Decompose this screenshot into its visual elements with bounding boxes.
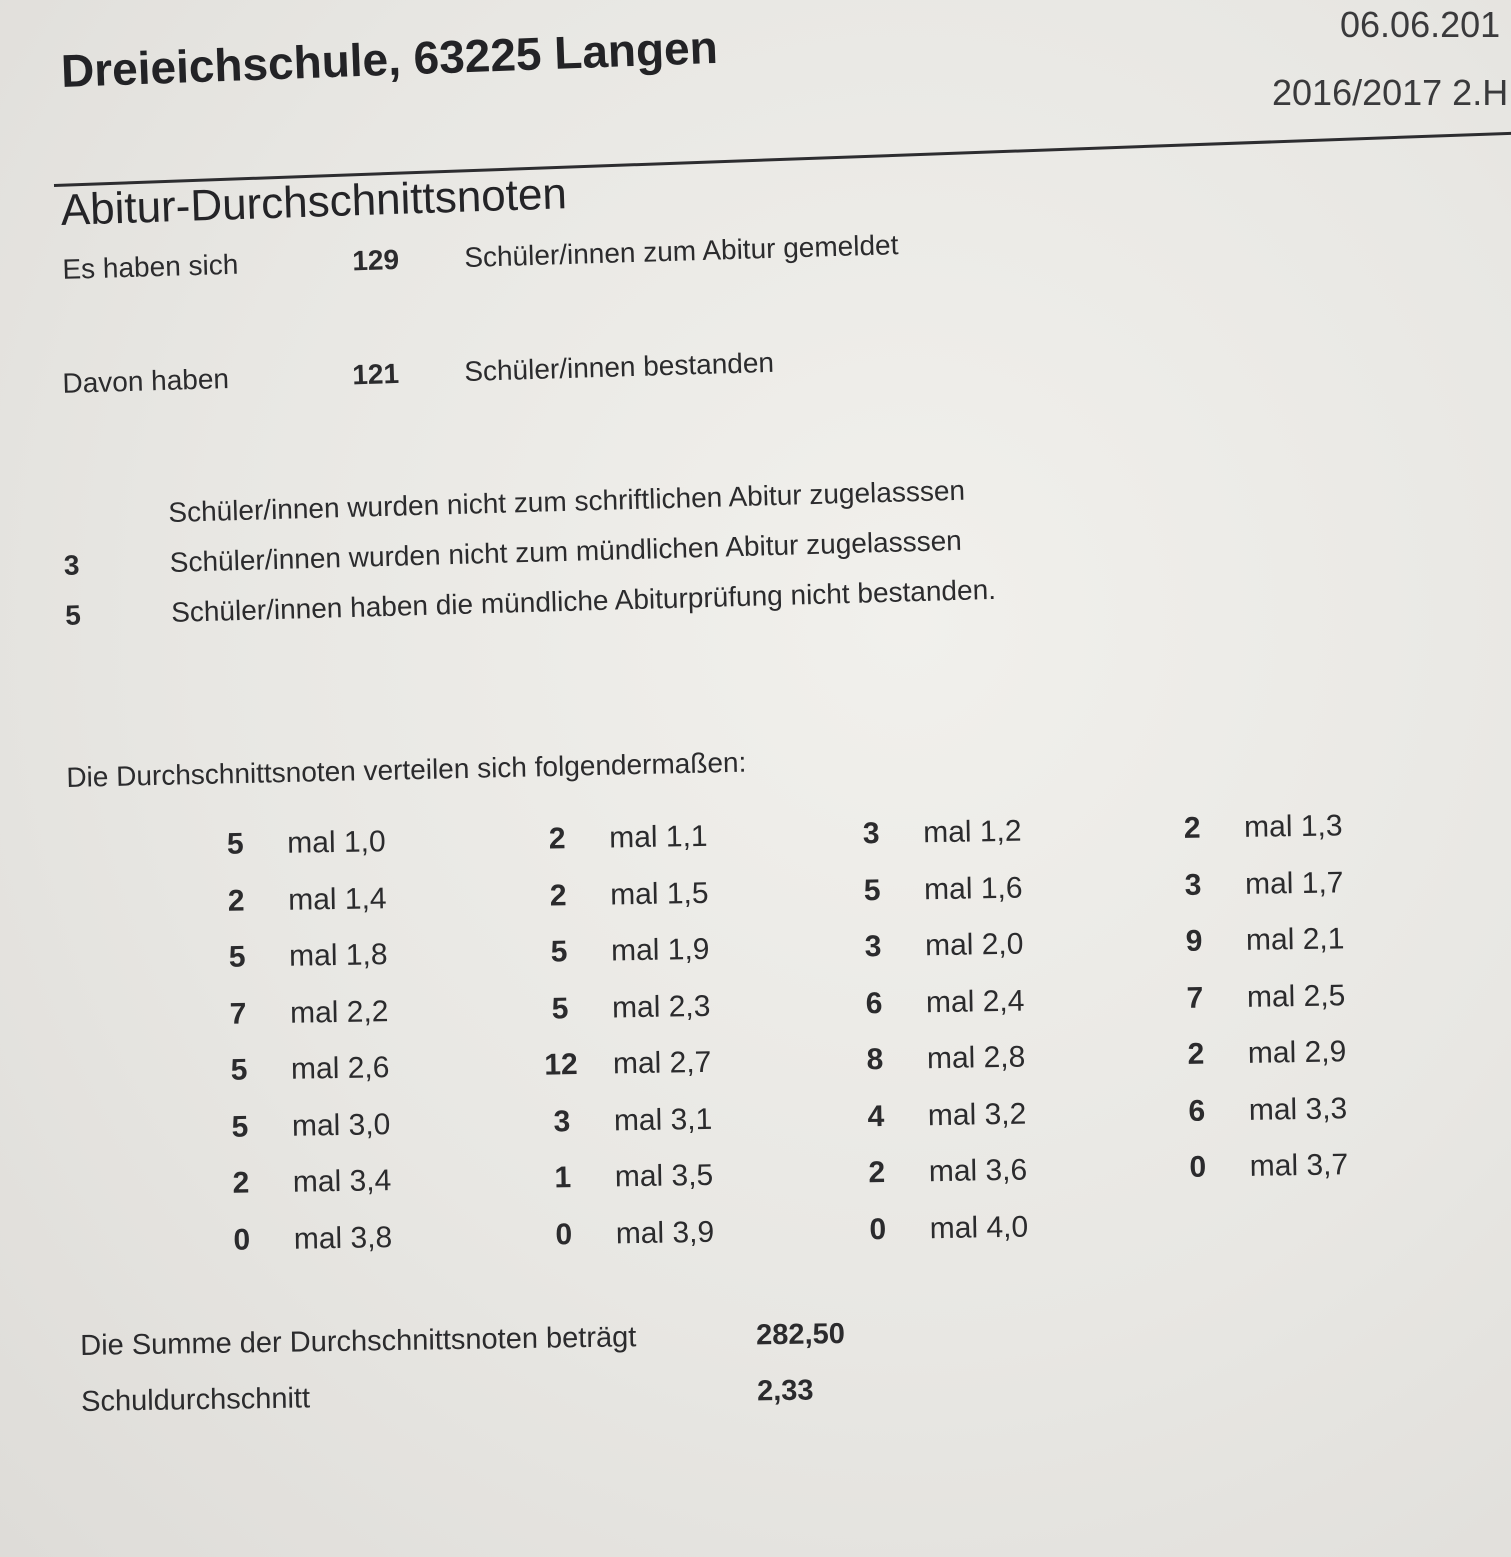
grade-label: mal 2,1: [1245, 922, 1345, 957]
grade-entry: [364, 1215, 715, 1261]
average-value: 2,33: [756, 1374, 814, 1408]
grade-entry: [41, 1164, 392, 1210]
grade-count: 2: [548, 822, 566, 856]
stat-text: Schüler/innen bestanden: [463, 346, 775, 388]
grade-entry: [359, 932, 710, 979]
stat-value: 129: [351, 243, 400, 277]
grade-count: 2: [1183, 811, 1201, 845]
grade-count: 6: [865, 986, 883, 1020]
grade-entry: [993, 865, 1344, 912]
grade-entry: [997, 1091, 1348, 1138]
grade-entry: [360, 989, 711, 1035]
grade-count: 8: [866, 1042, 884, 1077]
grade-label: mal 1,7: [1244, 865, 1344, 901]
grade-distribution-grid: [215, 808, 1422, 1268]
grade-count: 2: [549, 878, 567, 912]
grade-label: mal 1,3: [1243, 809, 1343, 844]
grade-entry: [36, 881, 387, 928]
grade-label: mal 3,0: [291, 1107, 391, 1143]
grade-entry: [358, 876, 709, 922]
note-count: 5: [64, 599, 82, 631]
grade-count: 0: [1189, 1150, 1207, 1184]
note-count: 3: [63, 549, 80, 581]
grade-entry: [998, 1148, 1349, 1194]
stat-label: Es haben sich: [61, 248, 239, 285]
grade-label: mal 2,5: [1246, 978, 1346, 1014]
sum-row: [80, 1316, 981, 1370]
grade-count: 2: [227, 884, 245, 918]
grade-label: mal 1,1: [608, 819, 708, 855]
stat-text: Schüler/innen zum Abitur gemeldet: [463, 229, 899, 274]
grade-entry: [996, 1035, 1347, 1081]
grade-label: mal 2,2: [289, 994, 389, 1030]
grade-entry: [357, 819, 708, 866]
grade-entry: [40, 1107, 391, 1153]
grade-label: mal 3,1: [613, 1102, 713, 1137]
grade-label: mal 3,6: [928, 1153, 1028, 1189]
grade-entry: [995, 978, 1346, 1025]
grade-count: 9: [1185, 924, 1203, 958]
grade-entry: [676, 1097, 1027, 1143]
grade-label: mal 3,8: [293, 1220, 393, 1256]
grade-entry: [674, 984, 1025, 1030]
grade-entry: [37, 938, 388, 984]
note-text: Schüler/innen wurden nicht zum mündlichen Abitur zugelasssen: [169, 524, 963, 578]
grade-entry: [42, 1220, 393, 1266]
grade-label: mal 1,2: [922, 814, 1022, 850]
grade-label: mal 3,3: [1248, 1091, 1348, 1127]
grade-label: mal 4,0: [929, 1210, 1029, 1245]
grade-count: 0: [869, 1212, 887, 1246]
school-year: 2016/2017 2.H: [1272, 72, 1509, 113]
summary: [78, 1316, 980, 1440]
grade-label: mal 1,8: [288, 938, 388, 973]
grade-label: mal 2,4: [925, 984, 1025, 1019]
grade-label: mal 3,4: [292, 1164, 392, 1199]
grade-count: 3: [864, 929, 882, 964]
stat-registered: [60, 224, 1061, 294]
grade-count: 1: [554, 1161, 572, 1195]
grade-entry: [362, 1102, 713, 1148]
grade-count: 12: [544, 1048, 578, 1082]
grade-entry: [39, 1051, 390, 1097]
distribution-intro: Die Durchschnittsnoten verteilen sich folgendermaßen:: [66, 746, 747, 793]
grade-entry: [994, 922, 1345, 968]
grade-label: mal 3,5: [614, 1158, 714, 1194]
grade-count: 6: [1188, 1094, 1206, 1128]
school-name: Dreieichschule, 63225 Langen: [60, 20, 719, 97]
grade-count: 5: [228, 940, 246, 974]
stat-label: Davon haben: [61, 362, 230, 399]
grade-count: 5: [230, 1053, 248, 1087]
grade-label: mal 2,0: [924, 927, 1024, 963]
note-text: Schüler/innen wurden nicht zum schriftlichen Abitur zugelasssen: [167, 474, 966, 528]
grade-entry: [675, 1040, 1026, 1086]
grade-label: mal 1,4: [287, 881, 387, 917]
grade-count: 2: [232, 1166, 250, 1200]
grade-label: mal 3,2: [927, 1097, 1027, 1132]
average-label: Schuldurchschnitt: [80, 1382, 311, 1418]
grade-count: 4: [867, 1099, 885, 1133]
grade-count: 2: [1187, 1037, 1205, 1071]
grade-label: mal 1,5: [609, 876, 709, 911]
grade-label: mal 2,7: [612, 1045, 712, 1081]
grade-count: 3: [862, 816, 880, 851]
sum-value: 282,50: [755, 1317, 846, 1352]
grade-label: mal 1,9: [610, 932, 710, 968]
grade-count: 3: [1184, 868, 1202, 902]
grade-label: mal 1,0: [286, 825, 386, 860]
grade-entry: [673, 927, 1024, 973]
sum-label: Die Summe der Durchschnittsnoten beträgt: [79, 1321, 637, 1362]
grade-count: 7: [229, 997, 247, 1031]
grade-count: 3: [553, 1104, 571, 1138]
grade-entry: [38, 994, 389, 1040]
grade-count: 5: [231, 1109, 249, 1144]
note-text: Schüler/innen haben die mündliche Abiturprüfung nicht bestanden.: [170, 573, 997, 628]
grade-label: mal 2,9: [1247, 1035, 1347, 1070]
exclusion-notes: [60, 469, 1164, 660]
grade-count: 5: [226, 827, 244, 861]
document-date: 06.06.201: [1340, 4, 1501, 45]
grade-label: mal 2,6: [290, 1051, 390, 1086]
average-row: [81, 1372, 982, 1426]
grade-entry: [677, 1153, 1028, 1199]
grade-label: mal 2,8: [926, 1040, 1026, 1076]
grade-entry: [35, 825, 386, 871]
grade-entry: [363, 1158, 714, 1205]
grade-label: mal 1,6: [923, 871, 1023, 906]
grade-entry: [361, 1045, 712, 1092]
grade-entry: [992, 809, 1343, 855]
grade-count: 0: [233, 1222, 251, 1257]
grade-count: 2: [868, 1155, 886, 1190]
stat-passed: [60, 338, 1061, 408]
grade-entry: [671, 814, 1022, 860]
grade-entry: [672, 871, 1023, 917]
grade-label: mal 3,9: [615, 1215, 715, 1250]
grade-count: 5: [550, 935, 568, 969]
grade-label: mal 3,7: [1249, 1148, 1349, 1183]
grade-count: 5: [863, 873, 881, 907]
grade-entry: [677, 1210, 1029, 1256]
grade-count: 5: [551, 991, 569, 1025]
grade-count: 0: [555, 1217, 573, 1251]
grade-count: 7: [1186, 981, 1204, 1015]
grade-label: mal 2,3: [611, 989, 711, 1024]
document-title: Abitur-Durchschnittsnoten: [60, 169, 568, 235]
stat-value: 121: [351, 357, 400, 391]
